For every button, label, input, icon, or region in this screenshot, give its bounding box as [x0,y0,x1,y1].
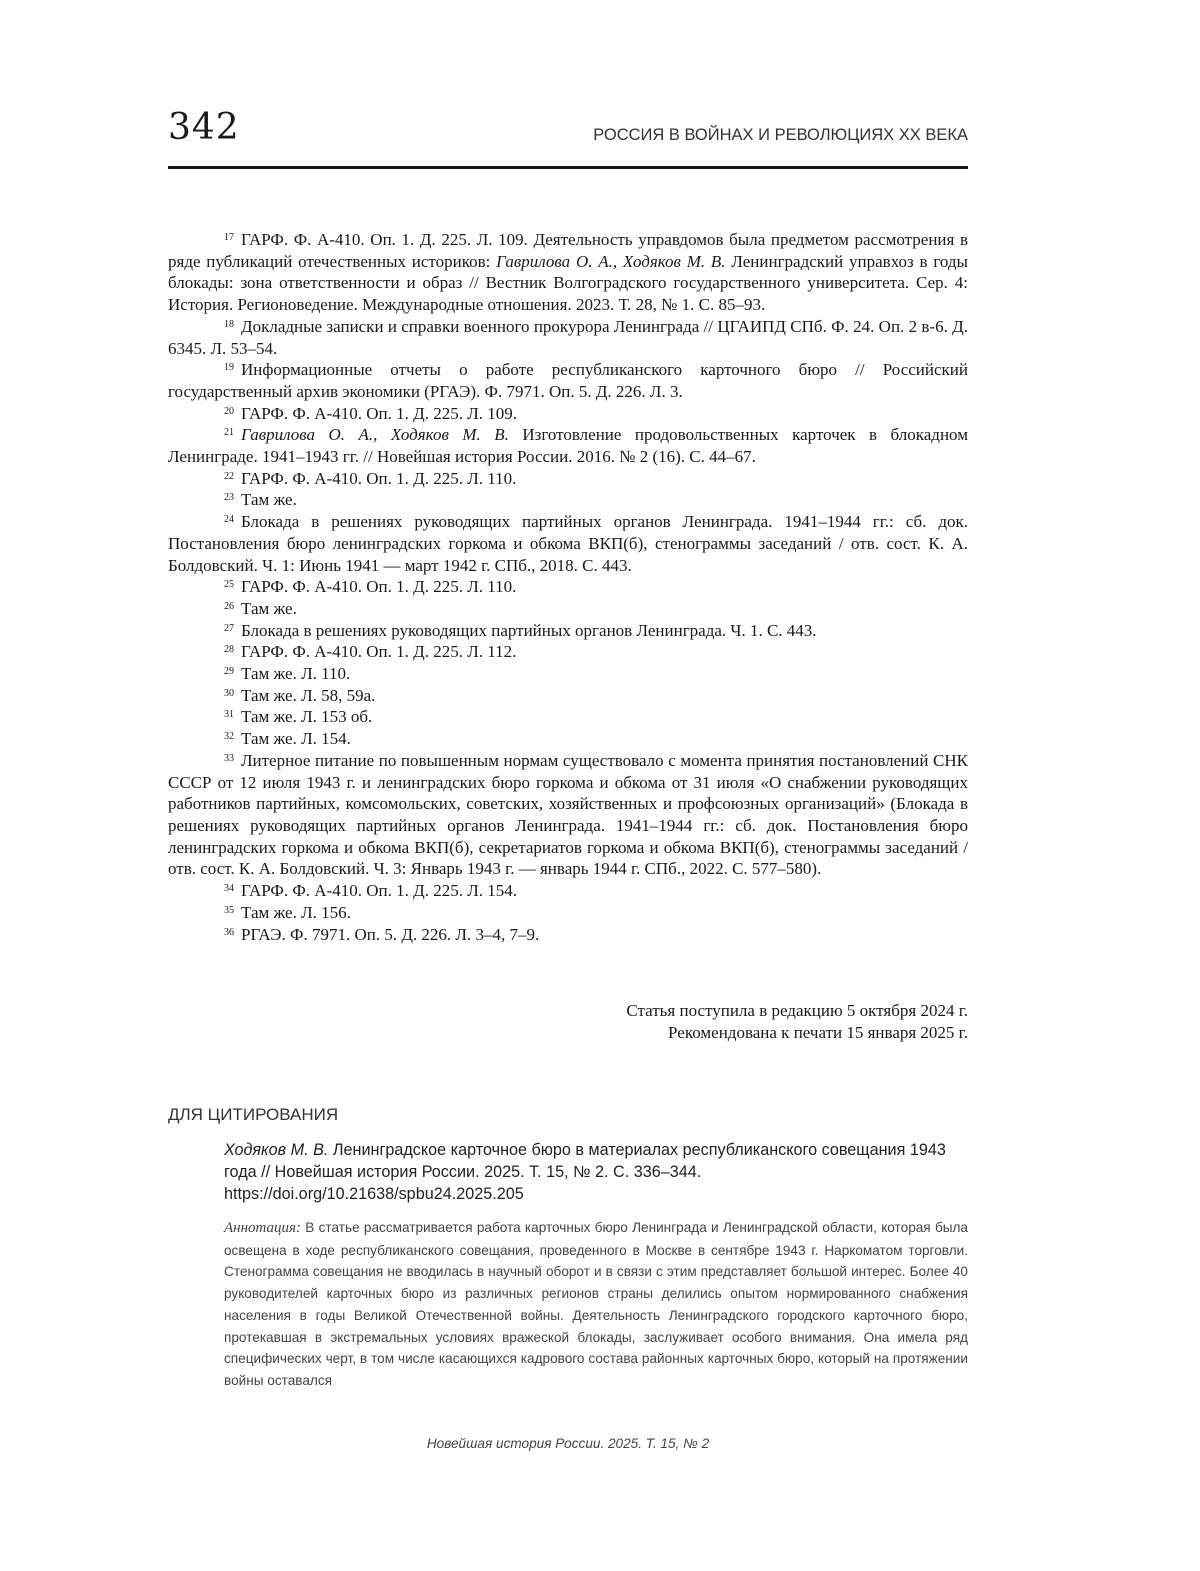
footnote [168,880,968,902]
footnote [168,424,968,467]
footnote-number: 22 [224,470,234,482]
footnote-text: Блокада в решениях руководящих партийных органов Ленинграда. Ч. 1. С. 443. [241,620,817,640]
footnote-text: ГАРФ. Ф. А-410. Оп. 1. Д. 225. Л. 109. [241,403,517,423]
footnote [168,511,968,576]
doi-link[interactable]: https://doi.org/10.21638/spbu24.2025.205 [224,1185,524,1203]
received-date: Статья поступила в редакцию 5 октября 2024 г. [626,1001,968,1020]
footnote-authors: Гаврилова О. А., Ходяков М. В. [241,425,509,445]
footnote-number: 32 [224,731,234,743]
recommended-date: Рекомендована к печати 15 января 2025 г. [668,1023,968,1042]
footnote-text: Информационные отчеты о работе республиканского карточного бюро // Российский государственный архив экономики (РГАЭ). Ф. 7971. Оп. 5. Д. 226. Л. 3. [168,360,968,401]
citation-heading: ДЛЯ ЦИТИРОВАНИЯ [168,1105,339,1124]
footnotes-list [168,229,968,945]
footnote-authors: Гаврилова О. А., Ходяков М. В. [496,251,726,271]
footnote-text: Изготовление продовольственных карточек в блокадном Ленинграде. 1941–1943 гг. // Новейшая история России. 2016. № 2 (16). С. 44–67. [168,425,968,467]
footnote-number: 18 [224,318,234,330]
footnote-text: ГАРФ. Ф. А-410. Оп. 1. Д. 225. Л. 110. [241,468,517,488]
citation-author: Ходяков М. В. [224,1141,329,1159]
footnote-text: Докладные записки и справки военного прокурора Ленинграда // ЦГАИПД СПб. Ф. 24. Оп. 2 в-6. Д. 6345. Л. 53–54. [168,316,968,358]
footnote-text: Там же. Л. 110. [241,664,351,684]
footnote [168,576,968,598]
footnote-number: 25 [224,579,234,591]
footnote [168,468,968,490]
footnote [168,620,968,642]
footnote [168,316,968,359]
footnote-number: 35 [224,904,234,916]
footnote-number: 27 [224,622,234,634]
footnote-text: ГАРФ. Ф. А-410. Оп. 1. Д. 225. Л. 110. [241,577,517,597]
footnote [168,706,968,728]
footnote [168,663,968,685]
citation-block [224,1139,970,1205]
footnote-text: Литерное питание по повышенным нормам существовало с момента принятия постановлений СНК СССР от 12 июля 1943 г. и ленинградских бюро горкома и обкома от 31 июля «О снабжении руководящих работников партийных, комсомольских, советских, хозяйственных и профсоюзных организаций» (Блокада в решениях руководящих партийных органов Ленинграда. 1941–1944 гг.: сб. док. Постановления бюро ленинградских горкома и обкома ВКП(б), секретариатов горкома и обкома ВКП(б), стенограммы заседаний / отв. сост. К. А. Болдовский. Ч. 3: Январь 1943 г. — январь 1944 г. СПб., 2022. С. 577–580). [168,750,968,879]
footnote [168,229,968,316]
footnote [168,641,968,663]
footnote-number: 28 [224,644,234,656]
footnote [168,598,968,620]
running-title: РОССИЯ В ВОЙНАХ И РЕВОЛЮЦИЯХ ХХ ВЕКА [593,126,968,144]
footnote [168,728,968,750]
footnote-text: Там же. [241,490,297,510]
abstract [224,1217,968,1392]
footnote-text: Там же. Л. 58, 59а. [241,685,376,705]
footnote-text: Ленинградский управхоз в годы блокады: зона ответственности и образ // Вестник Волгоградского государственного университета. Сер. 4: История. Регионоведение. Международные отношения. 2023. Т. 28, № 1. С. 85–93. [168,251,968,315]
footnote-text: Там же. Л. 153 об. [241,707,373,727]
abstract-text: В статье рассматривается работа карточных бюро Ленинграда и Ленинградской области, которая была освещена в ходе республиканского совещания, проведенного в Москве в сентябре 1943 г. Наркоматом торговли. Стенограмма совещания не вводилась в научный оборот и в связи с этим представляет большой интерес. Более 40 руководителей карточных бюро из различных регионов страны делились опытом нормированного снабжения населения в годы Великой Отечественной войны. Деятельность Ленинградского городского карточного бюро, протекавшая в экстремальных условиях вражеской блокады, заслуживает особого внимания. Она имела ряд специфических черт, в том числе касающихся кадрового состава районных карточных бюро, который на протяжении войны оставался [224,1220,968,1388]
footnote [168,489,968,511]
footnote-number: 20 [224,405,234,417]
citation-reference: Ленинградское карточное бюро в материалах республиканского совещания 1943 года // Новейшая история России. 2025. Т. 15, № 2. С. 336–344. [224,1141,946,1181]
footnote [168,685,968,707]
footnote-number: 29 [224,666,234,678]
header-rule [168,166,968,169]
footnote-text: ГАРФ. Ф. А-410. Оп. 1. Д. 225. Л. 109. Деятельность управдомов была предметом рассмотрения в ряде публикаций отечественных историков: [168,230,968,271]
footnote-text: РГАЭ. Ф. 7971. Оп. 5. Д. 226. Л. 3–4, 7–9. [241,924,540,944]
footnote-number: 24 [224,514,234,526]
footnote-number: 31 [224,709,234,721]
footnote-number: 19 [224,362,234,374]
footnote-number: 21 [224,427,234,439]
footnote [168,750,968,880]
page-number: 342 [168,107,240,148]
footnote-text: Там же. Л. 154. [241,729,351,749]
footnote-text: ГАРФ. Ф. А-410. Оп. 1. Д. 225. Л. 154. [241,881,517,901]
article-dates [626,1000,968,1044]
footnote-number: 26 [224,600,234,612]
footnote-text: Там же. Л. 156. [241,902,351,922]
footnote-text: Блокада в решениях руководящих партийных органов Ленинграда. 1941–1944 гг.: сб. док. Постановления бюро ленинградских горкома и обкома ВКП(б), стенограммы заседаний / отв. сост. К. А. Болдовский. Ч. 1: Июнь 1941 — март 1942 г. СПб., 2018. С. 443. [168,512,968,575]
footnote-number: 34 [224,883,234,895]
footnote-text: Там же. [241,598,297,618]
footnote [168,403,968,425]
footnote-number: 30 [224,687,234,699]
footnote [168,359,968,402]
footnote [168,924,968,946]
footnote-number: 33 [224,752,234,764]
abstract-label: Аннотация: [224,1220,302,1236]
footnote-number: 23 [224,492,234,504]
footnote-number: 17 [224,232,234,243]
footnote [168,902,968,924]
footnote-text: ГАРФ. Ф. А-410. Оп. 1. Д. 225. Л. 112. [241,642,517,662]
footnote-number: 36 [224,926,234,938]
journal-footer: Новейшая история России. 2025. Т. 15, № 2 [426,1436,710,1451]
